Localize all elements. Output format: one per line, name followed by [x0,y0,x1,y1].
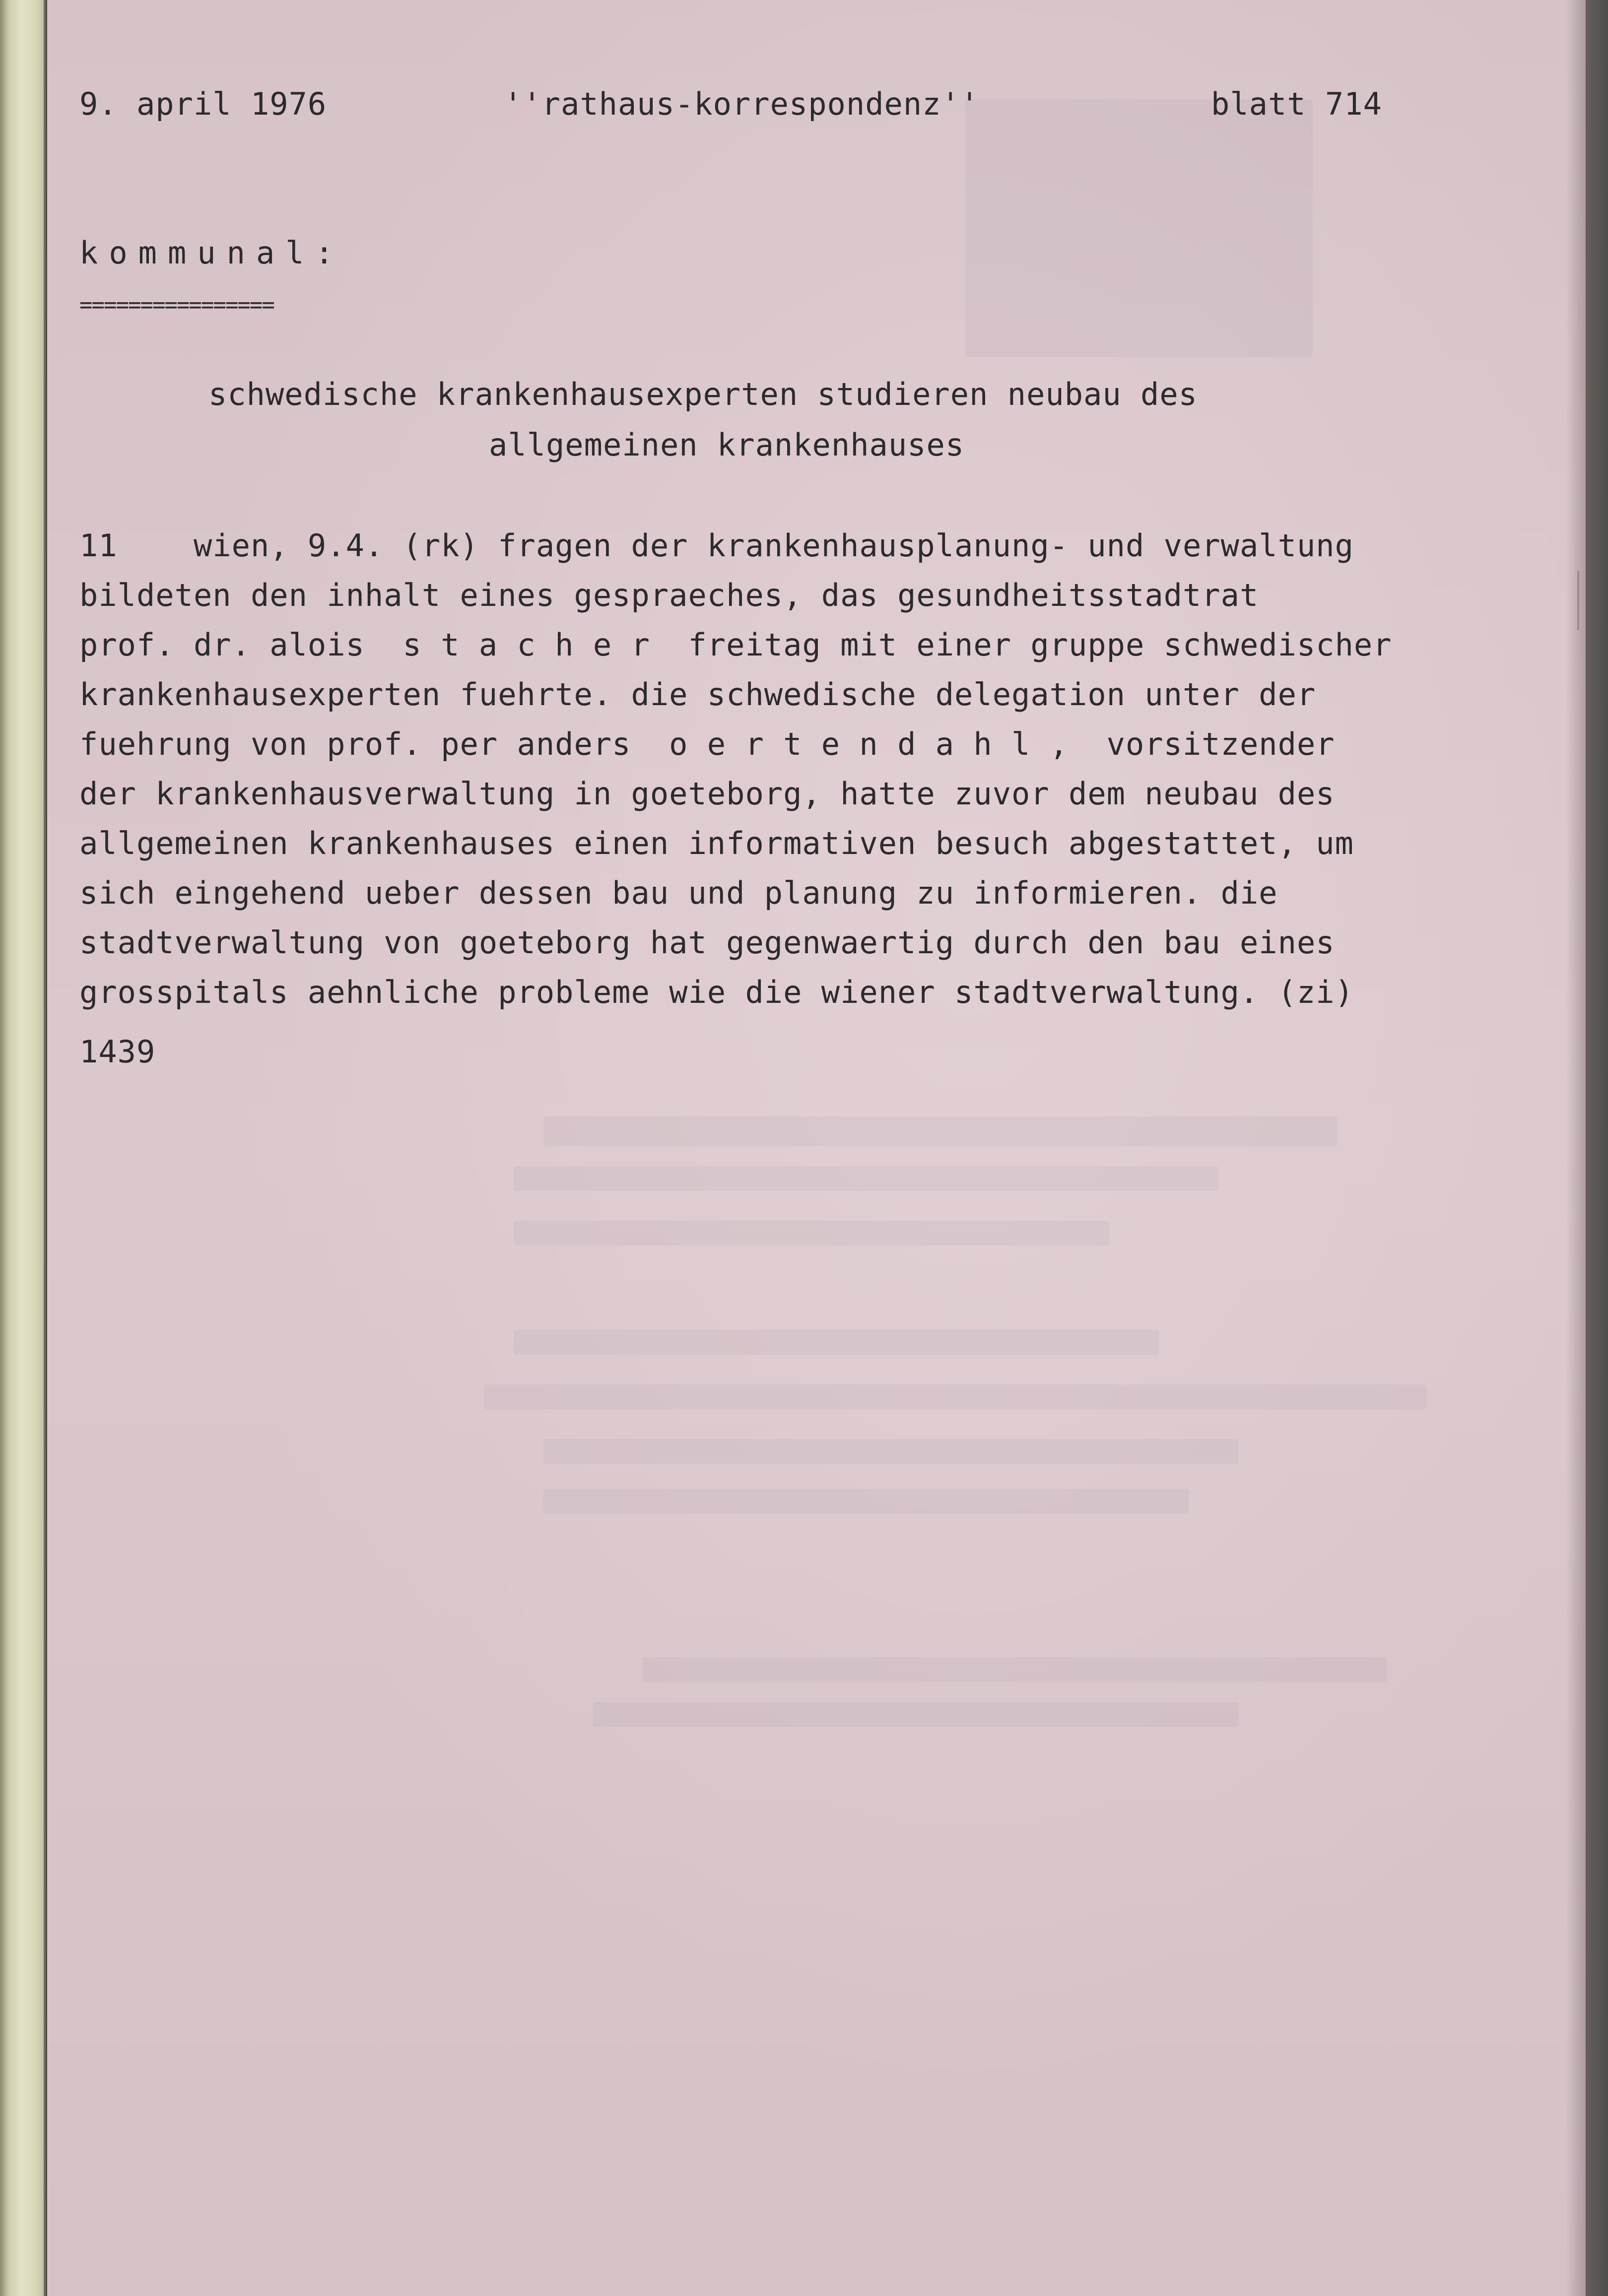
section-title: kommunal: [79,235,344,271]
typed-sheet [47,0,1586,2296]
header-source: ''rathaus-korrespondenz'' [504,86,980,122]
body-line: bildeten den inhalt eines gespraeches, das gesundheitsstadtrat [79,577,1259,613]
binding-edge [0,0,46,2296]
header-date: 9. april 1976 [79,86,327,122]
show-through-line [514,1221,1109,1246]
header-page-number: blatt 714 [1211,86,1382,122]
show-through-line [643,1657,1387,1682]
body-line: krankenhausexperten fuehrte. die schwedische delegation unter der [79,676,1316,713]
show-through-line [514,1330,1159,1355]
body-line: stadtverwaltung von goeteborg hat gegenwaertig durch den bau eines [79,924,1335,961]
body-line: der krankenhausverwaltung in goeteborg, hatte zuvor dem neubau des [79,776,1335,812]
headline-line-1: schwedische krankenhausexperten studieren neubau des [208,376,1198,412]
margin-pencil-mark [1577,571,1579,630]
article-body [79,521,1392,1017]
show-through-line [543,1489,1189,1513]
body-line: fuehrung von prof. per anders o e r t e n d a h l , vorsitzender [79,726,1335,762]
show-through-line [543,1116,1338,1146]
show-through-mark [965,99,1313,357]
sheet-edge-shadow [1566,0,1586,2296]
body-line: 11 wien, 9.4. (rk) fragen der krankenhausplanung- und verwaltung [79,527,1354,564]
body-line: grosspitals aehnliche probleme wie die wiener stadtverwaltung. (zi) [79,974,1354,1010]
body-line: allgemeinen krankenhauses einen informativen besuch abgestattet, um [79,825,1354,861]
body-line: prof. dr. alois s t a c h e r freitag mit einer gruppe schwedischer [79,627,1392,663]
show-through-line [484,1384,1427,1409]
show-through-line [543,1439,1238,1464]
show-through-line [514,1166,1218,1191]
body-line: sich eingehend ueber dessen bau und planung zu informieren. die [79,875,1278,911]
section-underline: ================ [79,292,274,318]
footer-reference-code: 1439 [79,1034,156,1070]
show-through-line [593,1702,1238,1727]
headline-line-2: allgemeinen krankenhauses [489,427,965,463]
